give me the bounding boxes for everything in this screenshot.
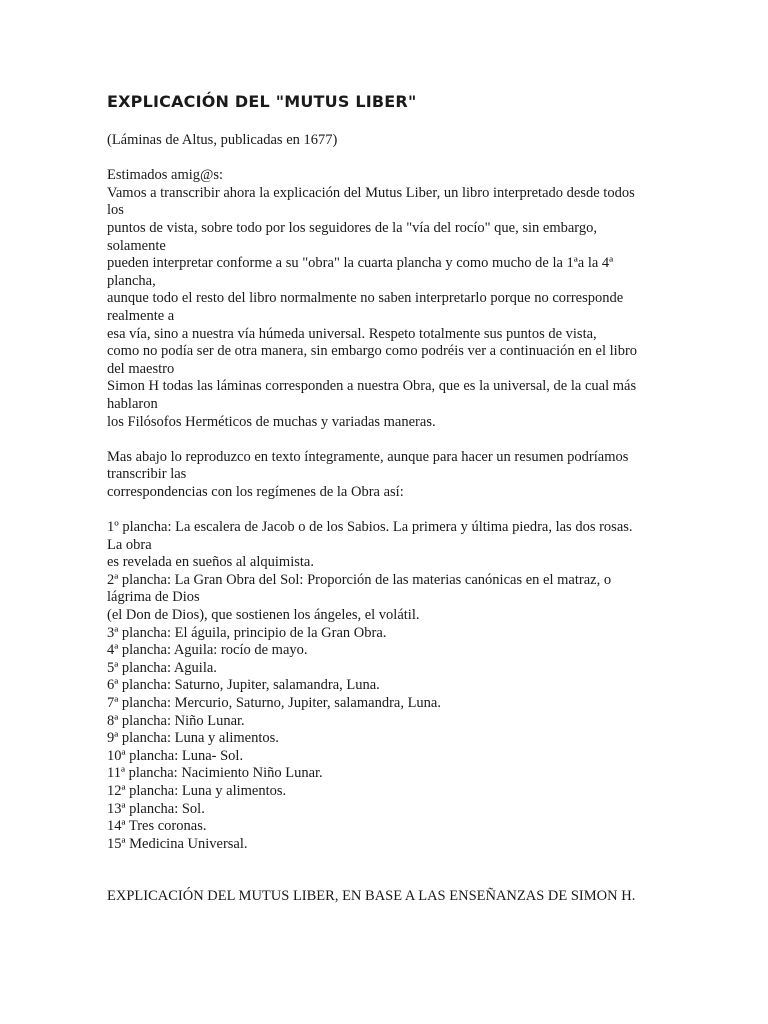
- document-title: EXPLICACIÓN DEL "MUTUS LIBER": [107, 92, 417, 111]
- spacer: [107, 431, 667, 449]
- list-item: La obra: [107, 536, 152, 553]
- paragraph-line: Simon H todas las láminas corresponden a nuestra Obra, que es la universal, de la cual más: [107, 378, 637, 395]
- list-item: 14ª Tres coronas.: [107, 818, 207, 835]
- paragraph-line: puntos de vista, sobre todo por los seguidores de la "vía del rocío" que, sin embargo,: [107, 219, 597, 236]
- paragraph-line: Estimados amig@s:: [107, 167, 224, 184]
- section-heading: EXPLICACIÓN DEL MUTUS LIBER, EN BASE A LAS ENSEÑANZAS DE SIMON H.: [107, 888, 636, 905]
- summary-paragraph: [107, 449, 667, 502]
- list-item: (el Don de Dios), que sostienen los ángeles, el volátil.: [107, 607, 420, 624]
- list-item: 6ª plancha: Saturno, Jupiter, salamandra, Luna.: [107, 677, 380, 694]
- list-item: 4ª plancha: Aguila: rocío de mayo.: [107, 642, 308, 659]
- paragraph-line: pueden interpretar conforme a su "obra" la cuarta plancha y como mucho de la 1ªa la 4ª: [107, 255, 614, 272]
- paragraph-line: plancha,: [107, 272, 156, 289]
- list-item: 1º plancha: La escalera de Jacob o de los Sabios. La primera y última piedra, las dos rosas.: [107, 519, 633, 536]
- spacer: [107, 853, 667, 888]
- spacer: [107, 501, 667, 519]
- list-item: 11ª plancha: Nacimiento Niño Lunar.: [107, 765, 323, 782]
- list-item: 15ª Medicina Universal.: [107, 835, 248, 852]
- list-item: 8ª plancha: Niño Lunar.: [107, 712, 245, 729]
- paragraph-line: hablaron: [107, 395, 158, 412]
- document-subtitle: (Láminas de Altus, publicadas en 1677): [107, 132, 338, 148]
- paragraph-line: como no podía ser de otra manera, sin embargo como podréis ver a continuación en el libro: [107, 343, 638, 360]
- paragraph-line: realmente a: [107, 307, 175, 324]
- list-item: 7ª plancha: Mercurio, Saturno, Jupiter, salamandra, Luna.: [107, 695, 441, 711]
- paragraph-line: aunque todo el resto del libro normalmente no saben interpretarlo porque no corresponde: [107, 290, 624, 307]
- list-item: 13ª plancha: Sol.: [107, 800, 205, 817]
- list-item: 3ª plancha: El águila, principio de la Gran Obra.: [107, 624, 387, 641]
- paragraph-line: solamente: [107, 237, 166, 254]
- list-item: 2ª plancha: La Gran Obra del Sol: Proporción de las materias canónicas en el matraz, o: [107, 571, 612, 588]
- paragraph-line: transcribir las: [107, 466, 187, 483]
- paragraph-line: Mas abajo lo reproduzco en texto íntegramente, aunque para hacer un resumen podríamos: [107, 448, 629, 465]
- list-item: 9ª plancha: Luna y alimentos.: [107, 730, 279, 747]
- list-item: 12ª plancha: Luna y alimentos.: [107, 782, 287, 799]
- list-item: 5ª plancha: Aguila.: [107, 659, 217, 676]
- list-item: 10ª plancha: Luna- Sol.: [107, 747, 244, 764]
- list-item: lágrima de Dios: [107, 589, 200, 606]
- spacer: [107, 150, 667, 168]
- paragraph-line: los: [107, 202, 124, 219]
- document-page: [107, 90, 667, 906]
- paragraph-line: correspondencias con los regímenes de la Obra así:: [107, 483, 404, 500]
- paragraph-line: del maestro: [107, 360, 175, 377]
- intro-paragraph: [107, 167, 667, 431]
- paragraph-line: esa vía, sino a nuestra vía húmeda universal. Respeto totalmente sus puntos de vista,: [107, 325, 597, 342]
- paragraph-line: Vamos a transcribir ahora la explicación del Mutus Liber, un libro interpretado desde todos: [107, 184, 635, 201]
- paragraph-line: los Filósofos Herméticos de muchas y variadas maneras.: [107, 413, 436, 430]
- plates-list: [107, 519, 667, 853]
- list-item: es revelada en sueños al alquimista.: [107, 554, 314, 571]
